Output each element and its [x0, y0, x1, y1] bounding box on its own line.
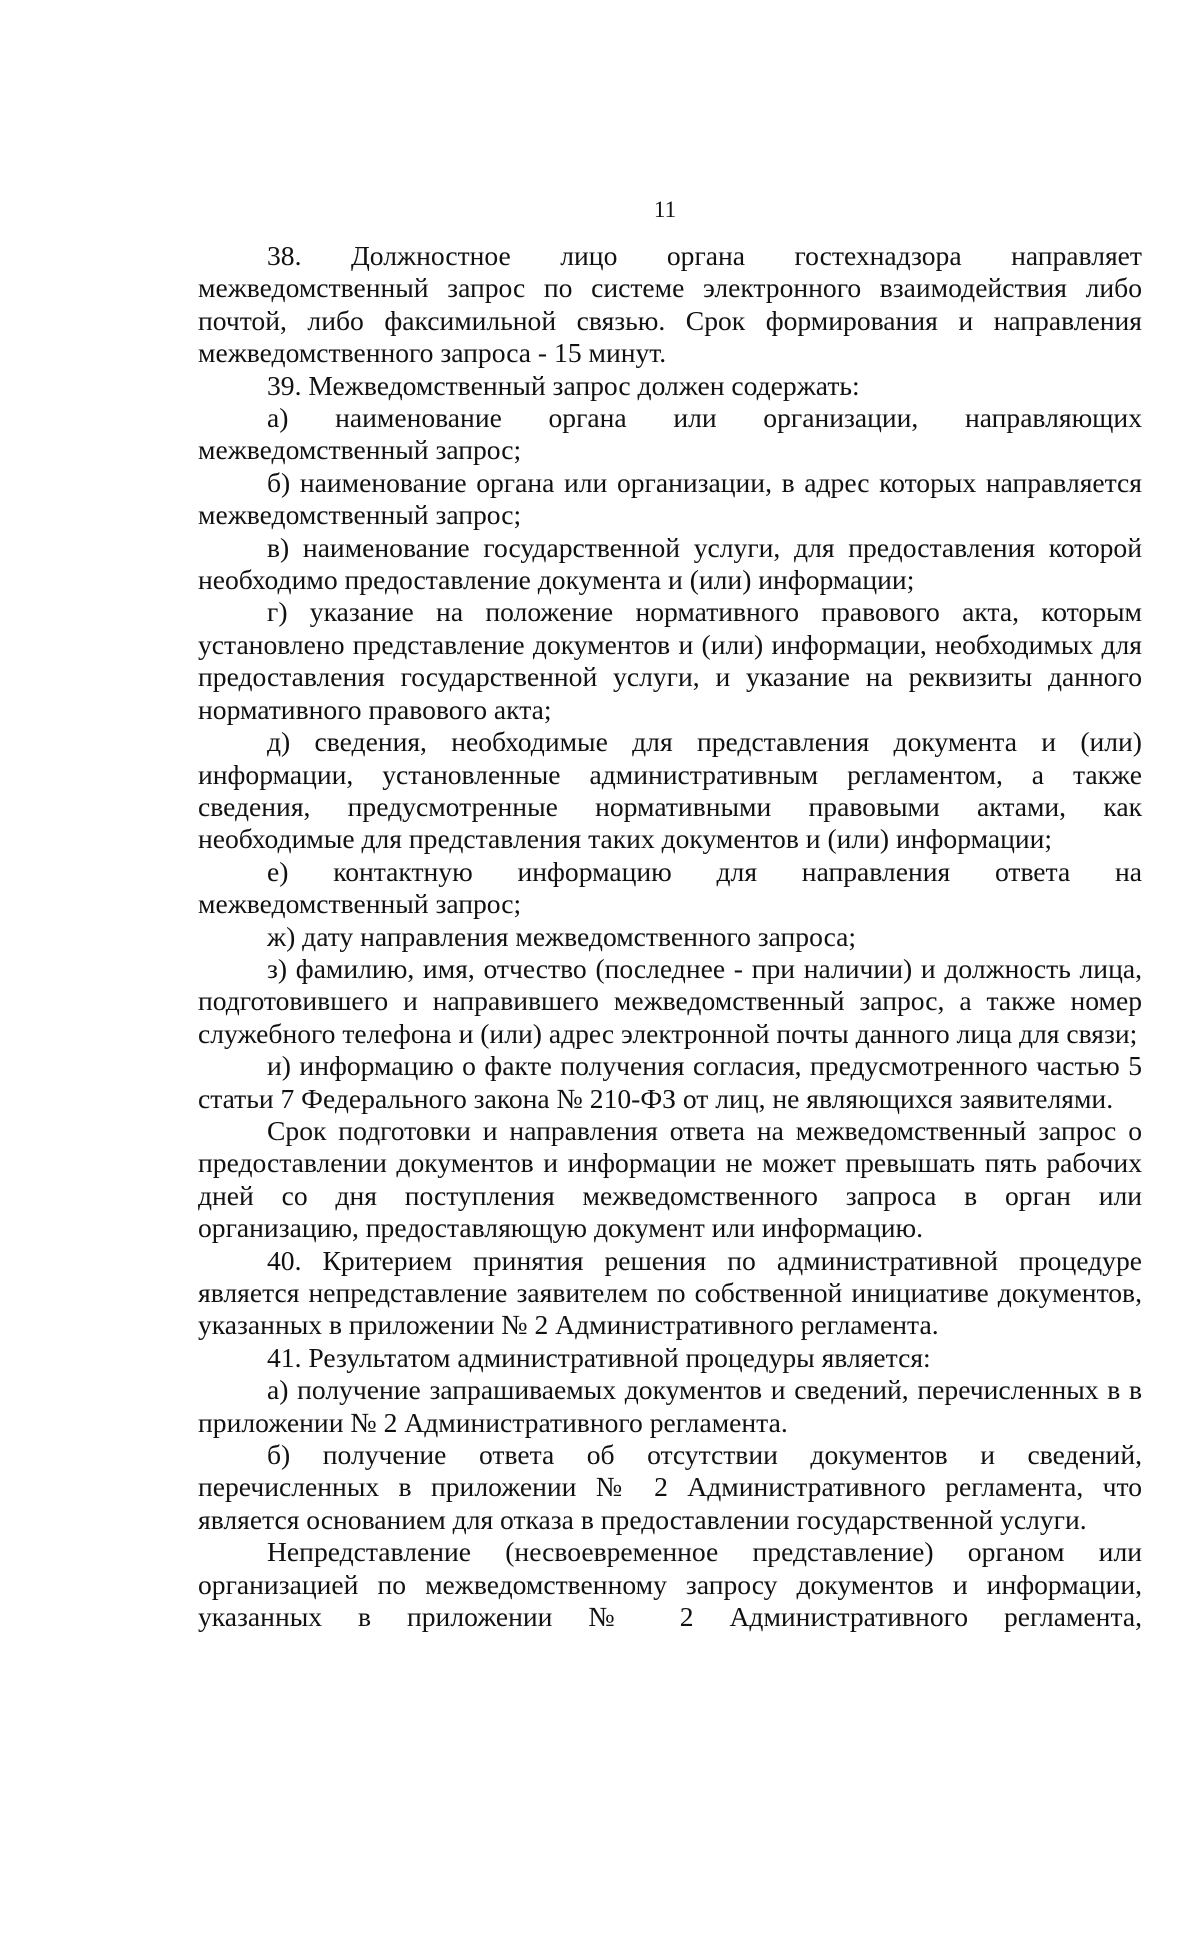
paragraph-38: 38. Должностное лицо органа гостехнадзора направляет межведомственный запрос по системе электронного взаимодействия либо почтой, либо факсимильной связью. Срок формирования и направления межведомственного запроса - 15 минут.: [198, 240, 1142, 369]
list-item-a: а) наименование органа или организации, направляющих межведомственный запрос;: [198, 402, 1142, 466]
list-item-zh: ж) дату направления межведомственного запроса;: [267, 920, 857, 952]
document-body: [198, 240, 1142, 1633]
result-item-a: а) получение запрашиваемых документов и сведений, перечисленных в в приложении № 2 Административного регламента.: [198, 1374, 1142, 1438]
list-item-v: в) наименование государственной услуги, для предоставления которой необходимо предоставление документа и (или) информации;: [198, 531, 1142, 596]
paragraph-40: 40. Критерием принятия решения по административной процедуре является непредставление заявителем по собственной инициативе документов, указанных в приложении № 2 Административного регламента.: [198, 1244, 1142, 1341]
page-number: 11: [653, 197, 677, 222]
list-item-d: д) сведения, необходимые для представления документа и (или) информации, установленные административным регламентом, а также сведения, предусмотренные нормативными правовыми актами, как необходимые для представления таких документов и (или) информации;: [198, 726, 1142, 855]
paragraph-deadline: Срок подготовки и направления ответа на межведомственный запрос о предоставлении документов и информации не может превышать пять рабочих дней со дня поступления межведомственного запроса в орган или организацию, предоставляющую документ или информацию.: [198, 1114, 1142, 1244]
result-item-b: б) получение ответа об отсутствии документов и сведений, перечисленных в приложении № 2 Административного регламента, что является основанием для отказа в предоставлении государственной услуги.: [198, 1439, 1142, 1535]
list-item-i: и) информацию о факте получения согласия, предусмотренного частью 5 статьи 7 Федерального закона № 210-ФЗ от лиц, не являющихся заявителями.: [198, 1050, 1142, 1114]
paragraph-41: 41. Результатом административной процедуры является:: [267, 1341, 931, 1373]
paragraph-39: 39. Межведомственный запрос должен содержать:: [267, 369, 860, 401]
paragraph-nonsubmission: Непредставление (несвоевременное представление) органом или организацией по межведомственному запросу документов и информации, указанных в приложении № 2 Административного регламента,: [198, 1536, 1142, 1633]
list-item-b: б) наименование органа или организации, в адрес которых направляется межведомственный запрос;: [198, 466, 1142, 531]
list-item-z: з) фамилию, имя, отчество (последнее - при наличии) и должность лица, подготовившего и направившего межведомственный запрос, а также номер служебного телефона и (или) адрес электронной почты данного лица для связи;: [198, 952, 1142, 1049]
list-item-e: е) контактную информацию для направления ответа на межведомственный запрос;: [198, 855, 1142, 920]
list-item-g: г) указание на положение нормативного правового акта, которым установлено представление документов и (или) информации, необходимых для предоставления государственной услуги, и указание на реквизиты данного нормативного правового акта;: [198, 596, 1142, 725]
